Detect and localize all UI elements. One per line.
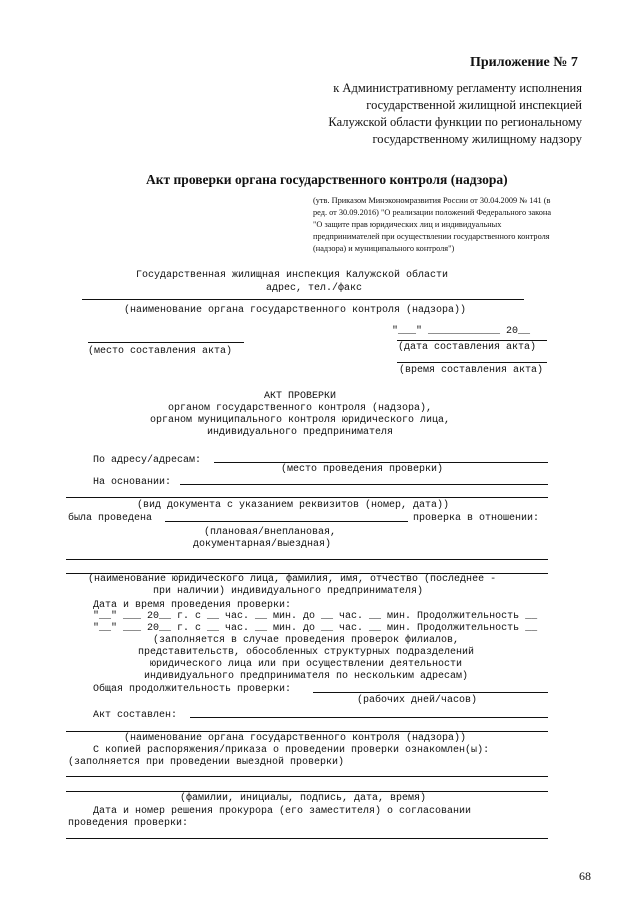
basis-field[interactable]: [180, 484, 548, 485]
act-heading-line: органом государственного контроля (надзора),: [167, 403, 433, 414]
place-line: [88, 342, 244, 343]
entity-field[interactable]: [66, 559, 548, 560]
appendix-line: Калужской области функции по региональному: [328, 115, 582, 129]
conducted-label: была проведена: [68, 513, 153, 524]
signature-field-line2[interactable]: [66, 791, 548, 792]
datetime-row[interactable]: "__" ___ 20__ г. с __ час. __ мин. до __ час. __ мин. Продолжительность __: [93, 611, 538, 622]
entity-caption: (наименование юридического лица, фамилия, имя, отчество (последнее -: [88, 574, 497, 585]
date-line: [397, 340, 547, 341]
act-heading-line: индивидуального предпринимателя: [206, 427, 394, 438]
page-number: 68: [579, 869, 591, 883]
authority-caption: (наименование органа государственного контроля (надзора)): [124, 305, 467, 316]
prosecutor-line: Дата и номер решения прокурора (его заместителя) о согласовании: [93, 806, 472, 817]
datetime-row[interactable]: "__" ___ 20__ г. с __ час. __ мин. до __ час. __ мин. Продолжительность __: [93, 623, 538, 634]
approval-line: ред. от 30.09.2016) "О реализации положений Федерального закона: [313, 208, 552, 217]
branch-note: [0, 635, 612, 683]
appendix-title: Приложение № 7: [470, 55, 578, 70]
approval-line: (надзора) и муниципального контроля"): [313, 244, 455, 253]
duration-field[interactable]: [313, 692, 548, 693]
check-type-field[interactable]: [165, 521, 408, 522]
form-title: Акт проверки органа государственного контроля (надзора): [146, 172, 508, 187]
appendix-line: к Административному регламенту исполнения: [333, 81, 582, 95]
address-label: По адресу/адресам:: [93, 455, 202, 466]
basis-caption: (вид документа с указанием реквизитов (номер, дата)): [137, 500, 450, 511]
authority-line: [82, 299, 524, 300]
familiarized-note: (заполняется при проведении выездной проверки): [68, 757, 345, 768]
compiled-caption: (наименование органа государственного контроля (надзора)): [124, 733, 467, 744]
duration-caption: (рабочих дней/часов): [357, 695, 478, 706]
time-caption: (время составления акта): [399, 365, 544, 376]
act-heading-line: органом муниципального контроля юридического лица,: [149, 415, 451, 426]
branch-note-line: представительств, обособленных структурных подразделений: [137, 647, 475, 658]
compiled-label: Акт составлен:: [93, 710, 178, 721]
prosecutor-line: проведения проверки:: [68, 818, 189, 829]
approval-line: (утв. Приказом Минэкономразвития России от 30.04.2009 № 141 (в: [313, 196, 551, 205]
appendix-line: государственной жилищной инспекцией: [366, 98, 582, 112]
approval-note: [313, 195, 551, 255]
prosecutor-field[interactable]: [66, 838, 548, 839]
date-placeholder: "___" ____________ 20__: [392, 326, 531, 337]
appendix-subtitle: [328, 80, 582, 148]
type-caption: документарная/выездная): [193, 539, 332, 550]
approval-line: предпринимателей при осуществлении государственного контроля: [313, 232, 550, 241]
place-caption: (место составления акта): [88, 346, 233, 357]
date-caption: (дата составления акта): [398, 342, 537, 353]
branch-note-line: юридического лица или при осуществлении деятельности: [149, 659, 463, 670]
datetime-label: Дата и время проведения проверки:: [93, 600, 292, 611]
branch-note-line: (заполняется в случае проведения проверок филиалов,: [152, 635, 460, 646]
entity-caption: при наличии) индивидуального предпринимателя): [153, 586, 424, 597]
basis-field-line2[interactable]: [66, 497, 548, 498]
approval-line: "О защите прав юридических лиц и индивидуальных: [313, 220, 502, 229]
duration-label: Общая продолжительность проверки:: [93, 684, 292, 695]
act-heading: [0, 391, 600, 439]
familiarized-line: С копией распоряжения/приказа о проведении проверки ознакомлен(ы):: [93, 745, 490, 756]
authority-name: Государственная жилищная инспекция Калужской области: [136, 270, 449, 281]
authority-address: адрес, тел./факс: [266, 283, 363, 294]
address-caption: (место проведения проверки): [281, 464, 444, 475]
signature-caption: (фамилии, инициалы, подпись, дата, время): [180, 793, 427, 804]
address-field[interactable]: [214, 462, 548, 463]
branch-note-line: индивидуального предпринимателя по нескольким адресам): [143, 671, 469, 682]
basis-label: На основании:: [93, 477, 172, 488]
conducted-right: проверка в отношении:: [413, 513, 540, 524]
appendix-line: государственному жилищному надзору: [372, 132, 582, 146]
time-line: [397, 362, 547, 363]
type-caption: (плановая/внеплановая,: [204, 527, 337, 538]
signature-field[interactable]: [66, 776, 548, 777]
act-heading-line: АКТ ПРОВЕРКИ: [263, 391, 336, 402]
compiled-field-line2[interactable]: [66, 731, 548, 732]
compiled-field[interactable]: [190, 717, 548, 718]
